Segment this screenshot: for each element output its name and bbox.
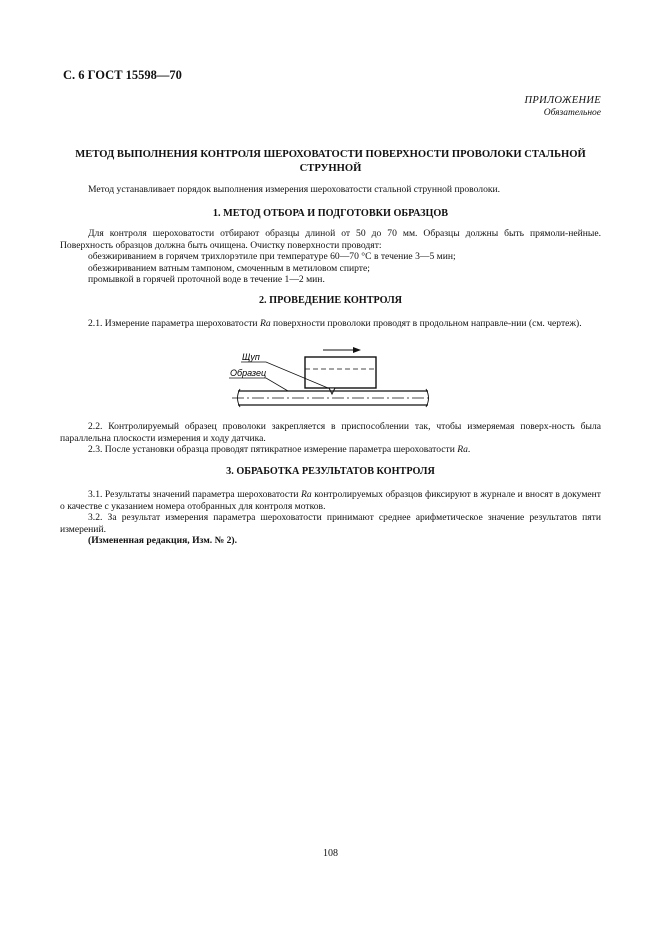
section1-list	[88, 251, 601, 286]
document-header: С. 6 ГОСТ 15598—70	[63, 68, 182, 82]
probe-body	[305, 357, 376, 394]
appendix-label: ПРИЛОЖЕНИЕ	[524, 95, 601, 106]
edition-note: (Измененная редакция, Изм. № 2).	[88, 535, 238, 546]
paragraph-3-1-text-b: контролируемых образцов фиксируют в журнале и вносят в документ о качестве с указанием номера отобранных для контроля мотков.	[60, 489, 601, 512]
appendix-status: Обязательное	[543, 108, 601, 118]
list-item: промывкой в горячей проточной воде в течение 1—2 мин.	[88, 274, 325, 285]
ra-symbol: Ra	[259, 318, 271, 329]
page-title	[60, 148, 601, 176]
paragraph-2-1-text-b: поверхности проволоки проводят в продольном направле-нии (см. чертеж).	[270, 318, 582, 329]
paragraph-3-1-text-a: 3.1. Результаты значений параметра шероховатости	[88, 489, 302, 500]
section1-paragraph: Для контроля шероховатости отбирают образцы длиной от 50 до 70 мм. Образцы должны быть прямоли-нейные. Поверхность образцов должна быть очищена. Очистку поверхности проводят:	[60, 228, 601, 251]
section1-heading: 1. МЕТОД ОТБОРА И ПОДГОТОВКИ ОБРАЗЦОВ	[212, 208, 449, 219]
list-item: обезжириванием в горячем трихлорэтиле при температуре 60—70 °С в течение 3—5 мин;	[88, 251, 456, 262]
page-title-line1: МЕТОД ВЫПОЛНЕНИЯ КОНТРОЛЯ ШЕРОХОВАТОСТИ ПОВЕРХНОСТИ ПРОВОЛОКИ СТАЛЬНОЙ	[75, 149, 586, 160]
paragraph-2-3	[60, 444, 601, 456]
page-number: 108	[323, 848, 338, 859]
appendix-block	[525, 94, 602, 120]
paragraph-2-1-text-a: 2.1. Измерение параметра шероховатости	[88, 318, 260, 329]
paragraph-2-1	[60, 318, 601, 330]
probe-label: Щуп	[242, 352, 260, 362]
page-title-line2: СТРУННОЙ	[299, 163, 362, 174]
ra-symbol: Ra	[301, 489, 312, 500]
section3-heading: 3. ОБРАБОТКА РЕЗУЛЬТАТОВ КОНТРОЛЯ	[226, 466, 435, 477]
section2-heading: 2. ПРОВЕДЕНИЕ КОНТРОЛЯ	[258, 295, 403, 306]
intro-paragraph: Метод устанавливает порядок выполнения измерения шероховатости стальной струнной проволоки.	[88, 184, 501, 195]
ra-symbol: Ra	[457, 444, 468, 455]
paragraph-3-1	[60, 489, 601, 512]
direction-arrow-icon	[323, 347, 361, 353]
list-item: обезжириванием ватным тампоном, смоченным в метиловом спирте;	[88, 262, 370, 274]
paragraph-2-3-text-b: .	[467, 444, 471, 455]
sample-label: Образец	[230, 368, 267, 378]
paragraph-3-2: 3.2. За результат измерения параметра шероховатости принимают среднее арифметическое значение результатов пяти измерений.	[60, 512, 601, 535]
measurement-diagram	[228, 347, 434, 415]
paragraph-2-2: 2.2. Контролируемый образец проволоки закрепляется в приспособлении так, чтобы измеряемая поверх-ность была параллельна плоскости измерения и ходу датчика.	[60, 421, 601, 444]
sample-leader-line	[229, 378, 288, 391]
paragraph-2-3-text-a: 2.3. После установки образца проводят пятикратное измерение параметра шероховатости	[88, 444, 458, 455]
